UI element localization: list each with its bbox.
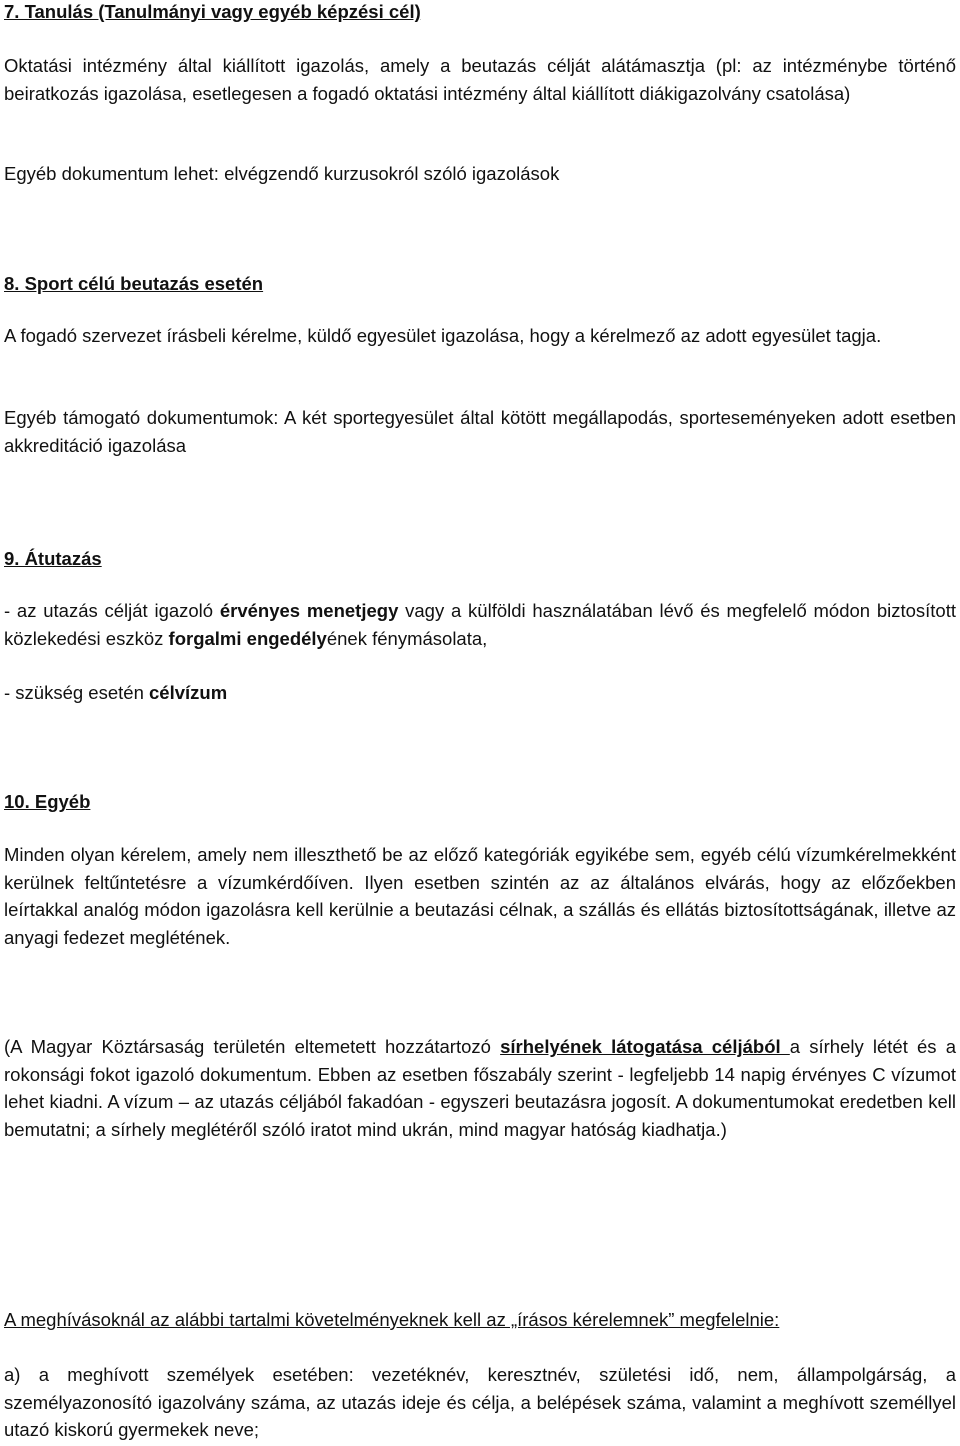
section-10-paragraph-2 xyxy=(4,1033,956,1143)
section-7-heading-text: 7. Tanulás (Tanulmányi vagy egyéb képzési cél) xyxy=(4,1,421,22)
s9-p2-bold-visa: célvízum xyxy=(149,682,228,703)
section-7-paragraph-1: Oktatási intézmény által kiállított igazolás, amely a beutazás célját alátámasztja (pl: az intézménybe történő beiratkozás igazolása, esetlegesen a fogadó oktatási intézmény által kiállított diákigazolvány csatolása) xyxy=(4,55,956,104)
s10-p2-text-2: a sírhely létét és a rokonsági fokot igazoló dokumentum. Ebben az esetben főszabály szerint - legfeljebb 14 napig érvényes C vízumot lehet kiadni. A vízum – az utazás céljából fakadóan - egyszeri beutazásra jogosít. A dokumentumokat eredetben kell bemutatni; a sírhely meglétéről szóló iratot mind ukrán, mind magyar hatóság kiadhatja.) xyxy=(4,1036,956,1140)
section-8-paragraph-1: A fogadó szervezet írásbeli kérelme, küldő egyesület igazolása, hogy a kérelmező az adott egyesület tagja. xyxy=(4,325,882,346)
section-9-heading xyxy=(4,545,956,573)
requirements-heading-text: A meghívásoknál az alábbi tartalmi követelményeknek kell az „írásos kérelemnek” megfelelnie: xyxy=(4,1309,780,1330)
section-9-heading-text: 9. Átutazás xyxy=(4,548,102,569)
s9-p1-bold-permit: forgalmi engedély xyxy=(168,627,327,649)
section-10-heading xyxy=(4,788,956,816)
section-10-heading-text: 10. Egyéb xyxy=(4,791,91,812)
s9-p1-text-2: vagy a külföldi használatában lévő és megfelelő módon biztosított közlekedési eszköz xyxy=(4,600,957,649)
requirements-heading xyxy=(4,1306,956,1334)
requirements-item-a: a) a meghívott személyek esetében: vezetéknév, keresztnév, születési idő, nem, állampolgárság, a személyazonosító igazolvány száma, az utazás ideje és célja, a belépések száma, valamint a meghívott személlyel utazó kiskorú gyermekek neve; xyxy=(4,1364,956,1440)
section-10-paragraph-1: Minden olyan kérelem, amely nem illeszthető be az előző kategóriák egyikébe sem, egyéb célú vízumkérelmekként kerülnek feltűntetésre a vízumkérdőíven. Ilyen esetben szintén az az általános elvárás, hogy az előzőekben leírtakkal analóg módon igazolásra kell kerülnie a beutazási célnak, a szállás és ellátás biztosítottságának, illetve az anyagi fedezet meglétének. xyxy=(4,844,956,948)
s9-p1-bold-ticket: érvényes menetjegy xyxy=(219,600,399,621)
section-7-heading xyxy=(4,0,956,26)
s10-p2-text-1: (A Magyar Köztársaság területén eltemetett hozzátartozó xyxy=(4,1036,501,1057)
s9-p2-text-1: - szükség esetén xyxy=(4,682,149,703)
section-9-paragraph-2 xyxy=(4,679,956,707)
section-9-paragraph-1 xyxy=(4,597,956,652)
section-8-heading xyxy=(4,270,956,298)
s10-p2-bold-underlined: sírhelyének látogatása céljából xyxy=(500,1036,790,1057)
section-7-paragraph-2: Egyéb dokumentum lehet: elvégzendő kurzusokról szóló igazolások xyxy=(4,163,560,184)
s9-p1-text-1: - az utazás célját igazoló xyxy=(4,600,220,621)
section-8-heading-text: 8. Sport célú beutazás esetén xyxy=(4,273,264,294)
s9-p1-text-3: ének fénymásolata, xyxy=(326,627,488,649)
section-8-paragraph-2: Egyéb támogató dokumentumok: A két sportegyesület által kötött megállapodás, sporteseményeken adott esetben akkreditáció igazolása xyxy=(4,407,956,456)
